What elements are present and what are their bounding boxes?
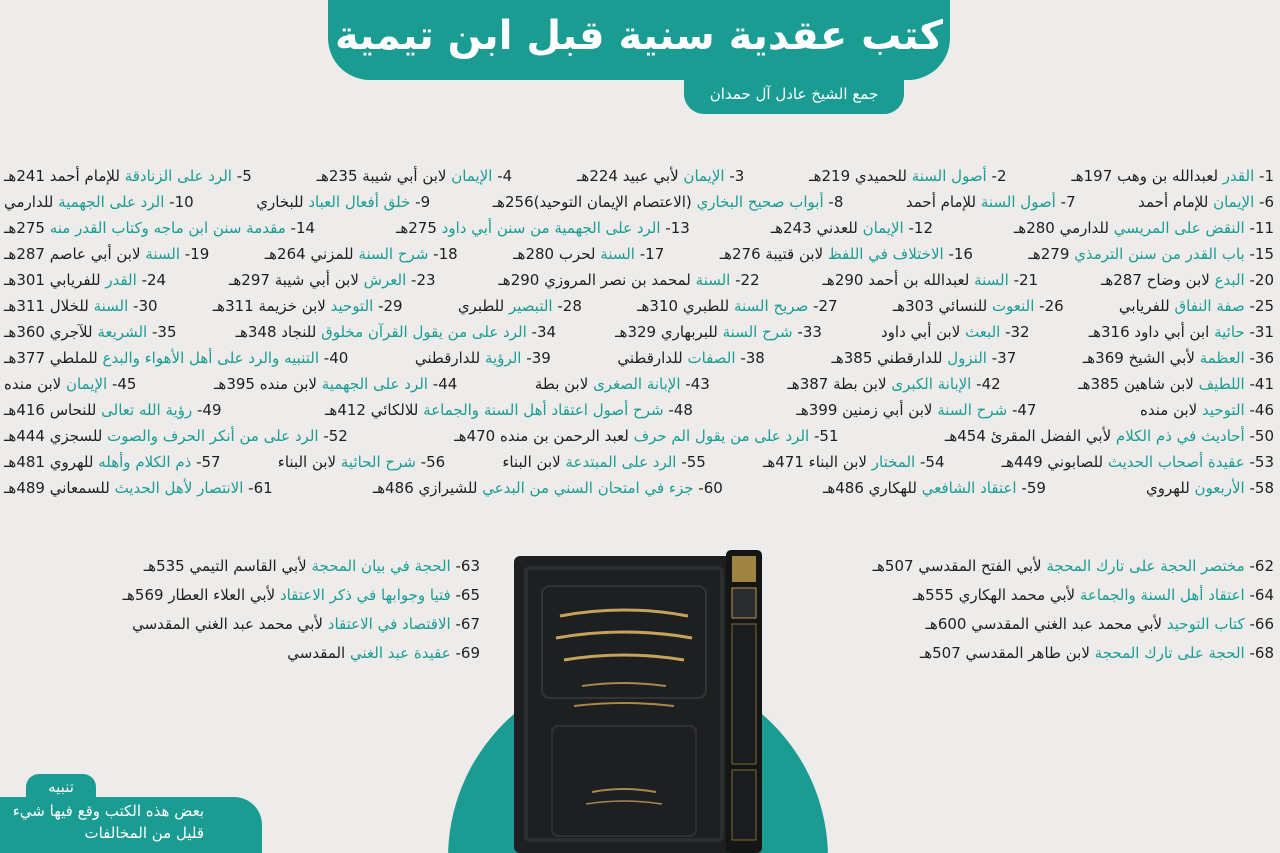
list-row <box>4 475 1274 501</box>
book-entry <box>823 475 1046 501</box>
book-entry <box>881 319 1030 345</box>
book-author: للخلال 311هـ <box>4 297 89 315</box>
book-author: لأبي محمد عبد الغني المقدسي 600هـ <box>925 615 1163 633</box>
book-title: رؤية الله تعالى <box>101 401 193 419</box>
book-author: لعبدالله بن وهب 197هـ <box>1071 167 1219 185</box>
book-entry <box>4 215 315 241</box>
book-author: لأبي القاسم التيمي 535هـ <box>143 557 307 575</box>
entry-number: 53- <box>1249 453 1274 471</box>
entry-number: 45- <box>111 375 137 393</box>
book-title: الإيمان <box>862 219 904 237</box>
book-entry <box>214 371 457 397</box>
book-author: للدارقطني <box>617 349 683 367</box>
book-entry <box>287 640 480 666</box>
book-author: لأبي محمد عبد الغني المقدسي <box>132 615 323 633</box>
book-author: لعبد الرحمن بن منده 470هـ <box>454 427 629 445</box>
book-entry <box>236 319 556 345</box>
book-title: النعوت <box>992 297 1035 315</box>
book-title: صريح السنة <box>733 297 809 315</box>
book-title: النقض على المريسي <box>1113 219 1245 237</box>
book-title: فتيا وجوابها في ذكر الاعتقاد <box>279 586 451 604</box>
book-entry <box>823 267 1039 293</box>
entry-number: 2- <box>991 167 1007 185</box>
book-author: لابن أبي داود <box>880 323 961 341</box>
book-title: الرد على الجهمية <box>58 193 165 211</box>
book-title: الصفات <box>687 349 736 367</box>
book-author: لأبي الشيخ 369هـ <box>1082 349 1195 367</box>
book-title: العرش <box>363 271 407 289</box>
book-entry <box>4 293 158 319</box>
book-entry <box>498 267 759 293</box>
entry-number: 9- <box>415 193 431 211</box>
book-entry <box>873 553 1274 579</box>
book-author: لأبي محمد الهكاري 555هـ <box>912 586 1076 604</box>
book-title: الإيمان <box>1213 193 1255 211</box>
entry-number: 25- <box>1249 297 1274 315</box>
book-list <box>4 163 1274 501</box>
book-entry <box>763 449 945 475</box>
book-author: للدارقطني <box>414 349 481 367</box>
book-entry <box>144 553 480 579</box>
note-text: بعض هذه الكتب وقع فيها شيء قليل من المخالفات <box>12 802 204 842</box>
entry-number: 20- <box>1249 271 1274 289</box>
book-author: للنسائي 303هـ <box>892 297 988 315</box>
book-title: الأربعون <box>1194 479 1245 497</box>
book-title: الرد على من أنكر الحرف والصوت <box>107 427 319 445</box>
book-entry <box>720 241 973 267</box>
book-entry <box>1002 449 1274 475</box>
entry-number: 50- <box>1249 427 1274 445</box>
book-entry <box>893 293 1064 319</box>
entry-number: 29- <box>378 297 403 315</box>
list-row <box>4 189 1274 215</box>
book-author: لابن وضاح 287هـ <box>1100 271 1210 289</box>
entry-number: 62- <box>1249 557 1274 575</box>
entry-number: 36- <box>1249 349 1274 367</box>
book-author: لابن بطة 387هـ <box>787 375 887 393</box>
book-title: التوحيد <box>1202 401 1245 419</box>
book-title: السنة <box>600 245 635 263</box>
entry-number: 15- <box>1249 245 1274 263</box>
entry-number: 61- <box>248 479 273 497</box>
book-author: لابن قتيبة 276هـ <box>719 245 824 263</box>
book-entry <box>4 319 176 345</box>
book-title: كتاب التوحيد <box>1166 615 1245 633</box>
book-author: للمزني 264هـ <box>264 245 354 263</box>
book-title: اعتقاد الشافعي <box>921 479 1017 497</box>
entry-number: 37- <box>991 349 1017 367</box>
book-title: شرح السنة <box>937 401 1008 419</box>
book-author: لابن خزيمة 311هـ <box>212 297 326 315</box>
entry-number: 67- <box>455 615 480 633</box>
book-entry <box>513 241 664 267</box>
list-row <box>4 319 1274 345</box>
book-author: لابن منده <box>4 375 62 393</box>
entry-number: 63- <box>455 557 480 575</box>
book-author: لابن أبي شيبة 235هـ <box>316 167 447 185</box>
entry-number: 17- <box>639 245 665 263</box>
book-title: المختار <box>871 453 916 471</box>
book-author: للبربهاري 329هـ <box>615 323 718 341</box>
entry-number: 57- <box>196 453 221 471</box>
book-title: أصول السنة <box>980 193 1056 211</box>
book-author: للهروي 481هـ <box>4 453 94 471</box>
book-entry <box>4 423 348 449</box>
book-title: الإيمان <box>66 375 108 393</box>
book-title: الاقتصاد في الاعتقاد <box>327 615 451 633</box>
book-author: للملطي 377هـ <box>4 349 98 367</box>
book-cover-image <box>512 546 764 853</box>
entry-number: 39- <box>526 349 551 367</box>
book-title: القدر <box>105 271 137 289</box>
book-author: للدارمي <box>4 193 54 211</box>
book-entry <box>945 423 1274 449</box>
book-title: أصول السنة <box>911 167 987 185</box>
entry-number: 4- <box>497 167 513 185</box>
book-entry <box>906 189 1076 215</box>
book-title: حائية <box>1214 323 1245 341</box>
book-title: التبصير <box>508 297 553 315</box>
entry-number: 64- <box>1249 586 1274 604</box>
book-author: للفريابي <box>1118 297 1170 315</box>
book-author: المقدسي <box>287 644 346 662</box>
book-title: الحجة في بيان المحجة <box>311 557 451 575</box>
page-title: كتب عقدية سنية قبل ابن تيمية <box>335 13 944 59</box>
book-entry <box>4 371 136 397</box>
book-entry <box>458 293 582 319</box>
book-title: اللطيف <box>1198 375 1245 393</box>
book-title: الاختلاف في اللفظ <box>827 245 944 263</box>
book-title: البدع <box>1214 271 1245 289</box>
book-author: للالكائي 412هـ <box>325 401 419 419</box>
entry-number: 12- <box>908 219 934 237</box>
book-author: لابن منده <box>1140 401 1198 419</box>
book-title: السنة <box>93 297 129 315</box>
book-author: للسمعاني 489هـ <box>4 479 110 497</box>
book-entry <box>796 397 1036 423</box>
book-entry <box>396 215 690 241</box>
book-author: للنحاس 416هـ <box>4 401 97 419</box>
entry-number: 35- <box>151 323 177 341</box>
book-author: للبخاري <box>256 193 304 211</box>
book-entry <box>809 163 1006 189</box>
entry-number: 46- <box>1249 401 1274 419</box>
book-author: للإمام أحمد 241هـ <box>4 167 120 185</box>
book-title: الرد على الجهمية <box>321 375 428 393</box>
list-row <box>4 293 1274 319</box>
book-entry <box>1028 241 1274 267</box>
book-author: للنجاد 348هـ <box>235 323 317 341</box>
book-author: لمحمد بن نصر المروزي 290هـ <box>498 271 691 289</box>
book-entry <box>1138 189 1274 215</box>
book-title: التنبيه والرد على أهل الأهواء والبدع <box>102 349 319 367</box>
entry-number: 23- <box>411 271 436 289</box>
book-entry <box>325 397 693 423</box>
book-entry <box>637 293 838 319</box>
entry-number: 49- <box>196 401 222 419</box>
entry-number: 56- <box>420 453 446 471</box>
entry-number: 51- <box>813 427 839 445</box>
book-entry <box>787 371 1000 397</box>
book-entry <box>577 163 744 189</box>
book-title: خلق أفعال العباد <box>308 193 411 211</box>
entry-number: 66- <box>1249 615 1274 633</box>
book-entry <box>771 215 933 241</box>
entry-number: 27- <box>813 297 838 315</box>
entry-number: 54- <box>920 453 945 471</box>
book-title: اعتقاد أهل السنة والجماعة <box>1079 586 1245 604</box>
subtitle-banner <box>684 74 904 114</box>
book-entry <box>617 345 764 371</box>
book-entry <box>415 345 551 371</box>
book-author: لابن طاهر المقدسي 507هـ <box>919 644 1090 662</box>
book-entry <box>278 449 445 475</box>
title-banner <box>328 0 950 80</box>
book-entry <box>4 397 221 423</box>
book-entry <box>1089 319 1274 345</box>
entry-number: 32- <box>1005 323 1030 341</box>
book-author: للهكاري 486هـ <box>822 479 917 497</box>
entry-number: 10- <box>169 193 194 211</box>
book-title: شرح الحائية <box>340 453 416 471</box>
entry-number: 11- <box>1249 219 1274 237</box>
book-entry <box>1014 215 1274 241</box>
entry-number: 28- <box>557 297 582 315</box>
book-title: الإيمان <box>683 167 725 185</box>
book-title: الشريعة <box>97 323 148 341</box>
book-title: السنة <box>974 271 1009 289</box>
entry-number: 30- <box>133 297 158 315</box>
entry-number: 8- <box>828 193 844 211</box>
entry-number: 26- <box>1039 297 1064 315</box>
book-entry <box>502 449 705 475</box>
book-title: الإبانة الكبرى <box>891 375 972 393</box>
entry-number: 18- <box>433 245 458 263</box>
book-title: مقدمة سنن ابن ماجه وكتاب القدر منه <box>49 219 286 237</box>
book-title: الإبانة الصغرى <box>593 375 681 393</box>
book-author: لأبي العلاء العطار 569هـ <box>122 586 276 604</box>
book-author: لأبي الفتح المقدسي 507هـ <box>872 557 1042 575</box>
book-entry <box>615 319 822 345</box>
entry-number: 58- <box>1249 479 1274 497</box>
book-title: أحاديث في ذم الكلام <box>1115 427 1245 445</box>
book-title: النزول <box>947 349 987 367</box>
entry-number: 19- <box>184 245 210 263</box>
book-author: 279هـ <box>1028 245 1070 263</box>
list-row <box>4 163 1274 189</box>
book-author: لابن أبي شيبة 297هـ <box>228 271 359 289</box>
book-author: للإمام أحمد <box>1138 193 1209 211</box>
book-author: لابن البناء <box>502 453 561 471</box>
entry-number: 43- <box>685 375 710 393</box>
book-author: للفريابي 301هـ <box>4 271 101 289</box>
book-title: ذم الكلام وأهله <box>98 453 192 471</box>
book-author: للحميدي 219هـ <box>809 167 907 185</box>
book-entry <box>1146 475 1274 501</box>
book-entry <box>1083 345 1274 371</box>
list-row <box>4 215 1274 241</box>
book-entry <box>535 371 710 397</box>
book-title: أبواب صحيح البخاري <box>696 193 824 211</box>
book-author: للدارمي 280هـ <box>1013 219 1109 237</box>
book-title: شرح أصول اعتقاد أهل السنة والجماعة <box>423 401 664 419</box>
entry-number: 1- <box>1259 167 1274 185</box>
book-author: للشيرازي 486هـ <box>372 479 478 497</box>
entry-number: 16- <box>948 245 973 263</box>
book-title: الرد على من يقول القرآن مخلوق <box>321 323 527 341</box>
book-title: العظمة <box>1199 349 1245 367</box>
entry-number: 55- <box>681 453 706 471</box>
book-entry <box>926 611 1274 637</box>
book-title: الحجة على تارك المحجة <box>1094 644 1245 662</box>
book-entry <box>4 163 252 189</box>
book-title: شرح السنة <box>722 323 793 341</box>
book-title: السنة <box>695 271 731 289</box>
book-entry <box>132 611 480 637</box>
entry-number: 52- <box>323 427 348 445</box>
book-entry <box>4 189 194 215</box>
entry-number: 22- <box>735 271 760 289</box>
book-title: مختصر الحجة على تارك المحجة <box>1046 557 1245 575</box>
book-author: للصابوني 449هـ <box>1001 453 1104 471</box>
book-title: الرد على الجهمية من سنن أبي داود <box>441 219 661 237</box>
entry-number: 7- <box>1060 193 1076 211</box>
book-title: الرد على من يقول الم حرف <box>633 427 810 445</box>
book-title: الرد على الزنادقة <box>124 167 232 185</box>
entry-number: 68- <box>1249 644 1274 662</box>
book-entry <box>4 241 209 267</box>
book-author: لأبي عبيد 224هـ <box>577 167 679 185</box>
book-author: لابن أبي عاصم 287هـ <box>4 245 141 263</box>
list-row <box>4 449 1274 475</box>
entry-number: 65- <box>455 586 480 604</box>
book-entry <box>454 423 838 449</box>
entry-number: 42- <box>976 375 1001 393</box>
entry-number: 31- <box>1249 323 1274 341</box>
book-title: القدر <box>1222 167 1255 185</box>
book-entry <box>920 640 1274 666</box>
book-author: للعدني 243هـ <box>770 219 858 237</box>
entry-number: 6- <box>1259 193 1274 211</box>
list-row <box>4 267 1274 293</box>
entry-number: 3- <box>729 167 745 185</box>
book-author: لعبدالله بن أحمد 290هـ <box>822 271 970 289</box>
book-author: للطبري 310هـ <box>637 297 730 315</box>
book-author: لابن أبي زمنين 399هـ <box>796 401 933 419</box>
book-title: عقيدة أصحاب الحديث <box>1107 453 1245 471</box>
book-author: لابن بطة <box>534 375 589 393</box>
book-title: شرح السنة <box>358 245 429 263</box>
entry-number: 47- <box>1011 401 1037 419</box>
book-title: الانتصار لأهل الحديث <box>114 479 244 497</box>
list-row <box>4 241 1274 267</box>
book-entry <box>493 189 844 215</box>
book-title: جزء في امتحان السني من البدعي <box>482 479 694 497</box>
book-entry <box>256 189 430 215</box>
entry-number: 44- <box>432 375 458 393</box>
book-author: للهروي <box>1146 479 1190 497</box>
list-row <box>4 371 1274 397</box>
book-title: عقيدة عبد الغني <box>350 644 451 662</box>
book-entry <box>213 293 403 319</box>
book-author: للسجزي 444هـ <box>4 427 103 445</box>
book-author: لحرب 280هـ <box>513 245 596 263</box>
book-entry <box>913 582 1274 608</box>
entry-number: 14- <box>290 219 316 237</box>
entry-number: 5- <box>236 167 252 185</box>
book-author: لابن البناء <box>277 453 337 471</box>
book-title: صفة النفاق <box>1174 297 1245 315</box>
entry-number: 33- <box>797 323 822 341</box>
entry-number: 24- <box>141 271 167 289</box>
book-author: لابن البناء 471هـ <box>762 453 867 471</box>
entry-number: 41- <box>1249 375 1274 393</box>
entry-number: 69- <box>455 644 480 662</box>
book-author: 275هـ <box>395 219 437 237</box>
book-entry <box>1078 371 1274 397</box>
book-entry <box>317 163 513 189</box>
book-title: الرد على المبتدعة <box>565 453 677 471</box>
book-author: 275هـ <box>4 219 45 237</box>
book-entry <box>831 345 1016 371</box>
book-entry <box>4 475 273 501</box>
list-row <box>4 345 1274 371</box>
book-title: باب القدر من سنن الترمذي <box>1074 245 1245 263</box>
compiler-credit: جمع الشيخ عادل آل حمدان <box>709 85 879 103</box>
entry-number: 48- <box>668 401 693 419</box>
book-author: للطبري <box>457 297 505 315</box>
book-author: للإمام أحمد <box>905 193 977 211</box>
note-label: تنبيه <box>26 774 96 800</box>
book-title: الرؤية <box>485 349 522 367</box>
entry-number: 34- <box>531 323 557 341</box>
book-title: السنة <box>145 245 180 263</box>
book-entry <box>4 449 221 475</box>
book-entry <box>265 241 458 267</box>
book-author: لابن منده 395هـ <box>214 375 317 393</box>
book-title: البعث <box>965 323 1001 341</box>
entry-number: 21- <box>1013 271 1039 289</box>
book-title: الإيمان <box>451 167 493 185</box>
book-author: للدارقطني 385هـ <box>831 349 943 367</box>
book-entry <box>1140 397 1274 423</box>
book-author: ابن أبي داود 316هـ <box>1088 323 1210 341</box>
entry-number: 13- <box>665 219 690 237</box>
book-entry <box>373 475 723 501</box>
book-author: لأبي الفضل المقرئ 454هـ <box>944 427 1112 445</box>
book-entry <box>1071 163 1274 189</box>
list-row <box>4 397 1274 423</box>
book-entry <box>123 582 480 608</box>
entry-number: 60- <box>698 479 723 497</box>
book-entry <box>229 267 436 293</box>
book-entry <box>1119 293 1274 319</box>
entry-number: 59- <box>1021 479 1046 497</box>
book-author: للآجري 360هـ <box>4 323 93 341</box>
entry-number: 40- <box>323 349 349 367</box>
book-entry <box>1101 267 1274 293</box>
entry-number: 38- <box>740 349 765 367</box>
book-title: التوحيد <box>330 297 374 315</box>
book-entry <box>4 267 166 293</box>
book-author: لابن شاهين 385هـ <box>1078 375 1194 393</box>
book-entry <box>4 345 348 371</box>
list-row <box>4 423 1274 449</box>
book-author: (الاعتصام الإيمان التوحيد)256هـ <box>492 193 692 211</box>
